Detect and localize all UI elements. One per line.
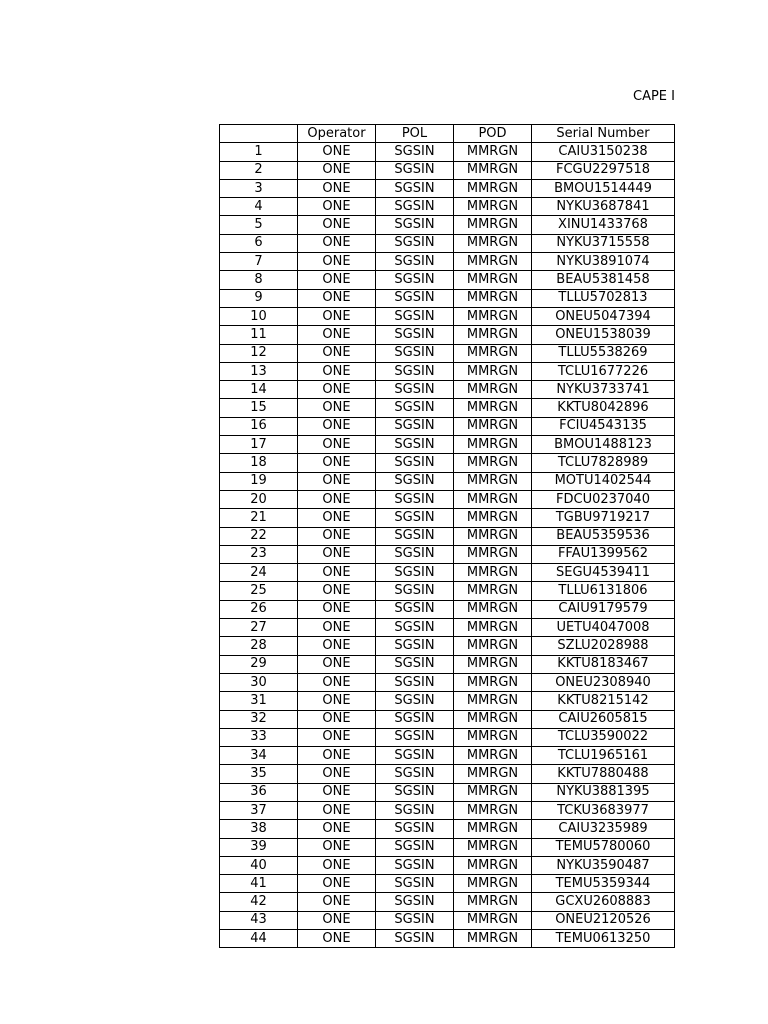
table-row: [220, 875, 675, 893]
table-body: [220, 143, 675, 948]
operator-cell: ONE: [298, 545, 376, 563]
operator-cell: ONE: [298, 289, 376, 307]
operator-cell: ONE: [298, 783, 376, 801]
column-header-operator: Operator: [298, 125, 376, 143]
row-index-cell: 12: [220, 344, 298, 362]
pod-cell: MMRGN: [454, 344, 532, 362]
serial-number-cell: ONEU2120526: [532, 911, 675, 929]
row-index-cell: 2: [220, 161, 298, 179]
operator-cell: ONE: [298, 454, 376, 472]
table-row: [220, 399, 675, 417]
serial-number-cell: FCIU4543135: [532, 417, 675, 435]
pod-cell: MMRGN: [454, 655, 532, 673]
table-row: [220, 838, 675, 856]
pol-cell: SGSIN: [376, 527, 454, 545]
pol-cell: SGSIN: [376, 893, 454, 911]
pol-cell: SGSIN: [376, 234, 454, 252]
row-index-cell: 8: [220, 271, 298, 289]
serial-number-cell: SZLU2028988: [532, 637, 675, 655]
table-row: [220, 930, 675, 948]
operator-cell: ONE: [298, 399, 376, 417]
pod-cell: MMRGN: [454, 856, 532, 874]
table-row: [220, 710, 675, 728]
pod-cell: MMRGN: [454, 801, 532, 819]
operator-cell: ONE: [298, 838, 376, 856]
row-index-cell: 37: [220, 801, 298, 819]
pol-cell: SGSIN: [376, 875, 454, 893]
pol-cell: SGSIN: [376, 619, 454, 637]
row-index-cell: 18: [220, 454, 298, 472]
row-index-cell: 3: [220, 179, 298, 197]
pod-cell: MMRGN: [454, 619, 532, 637]
operator-cell: ONE: [298, 216, 376, 234]
serial-number-cell: TCKU3683977: [532, 801, 675, 819]
operator-cell: ONE: [298, 490, 376, 508]
operator-cell: ONE: [298, 600, 376, 618]
serial-number-cell: TEMU5780060: [532, 838, 675, 856]
serial-number-cell: FCGU2297518: [532, 161, 675, 179]
serial-number-cell: XINU1433768: [532, 216, 675, 234]
table-row: [220, 436, 675, 454]
pol-cell: SGSIN: [376, 600, 454, 618]
pol-cell: SGSIN: [376, 216, 454, 234]
pol-cell: SGSIN: [376, 454, 454, 472]
row-index-cell: 19: [220, 472, 298, 490]
pol-cell: SGSIN: [376, 490, 454, 508]
serial-number-cell: NYKU3687841: [532, 198, 675, 216]
pod-cell: MMRGN: [454, 289, 532, 307]
pol-cell: SGSIN: [376, 179, 454, 197]
table-row: [220, 582, 675, 600]
row-index-cell: 32: [220, 710, 298, 728]
pol-cell: SGSIN: [376, 436, 454, 454]
pod-cell: MMRGN: [454, 216, 532, 234]
table-row: [220, 747, 675, 765]
column-header-pod: POD: [454, 125, 532, 143]
pol-cell: SGSIN: [376, 143, 454, 161]
pol-cell: SGSIN: [376, 655, 454, 673]
table-row: [220, 619, 675, 637]
row-index-cell: 1: [220, 143, 298, 161]
serial-number-cell: KKTU8042896: [532, 399, 675, 417]
serial-number-cell: NYKU3733741: [532, 381, 675, 399]
table-row: [220, 783, 675, 801]
pod-cell: MMRGN: [454, 527, 532, 545]
serial-number-cell: CAIU2605815: [532, 710, 675, 728]
pol-cell: SGSIN: [376, 637, 454, 655]
pod-cell: MMRGN: [454, 838, 532, 856]
pod-cell: MMRGN: [454, 326, 532, 344]
serial-number-cell: BMOU1514449: [532, 179, 675, 197]
pod-cell: MMRGN: [454, 930, 532, 948]
pol-cell: SGSIN: [376, 820, 454, 838]
table-row: [220, 198, 675, 216]
serial-number-cell: KKTU8215142: [532, 692, 675, 710]
serial-number-cell: BEAU5381458: [532, 271, 675, 289]
table-row: [220, 509, 675, 527]
pod-cell: MMRGN: [454, 747, 532, 765]
serial-number-cell: FFAU1399562: [532, 545, 675, 563]
pol-cell: SGSIN: [376, 417, 454, 435]
pol-cell: SGSIN: [376, 728, 454, 746]
row-index-cell: 31: [220, 692, 298, 710]
pod-cell: MMRGN: [454, 673, 532, 691]
row-index-cell: 42: [220, 893, 298, 911]
row-index-cell: 22: [220, 527, 298, 545]
row-index-cell: 36: [220, 783, 298, 801]
operator-cell: ONE: [298, 179, 376, 197]
row-index-cell: 26: [220, 600, 298, 618]
operator-cell: ONE: [298, 307, 376, 325]
document-header: CAPE I: [633, 89, 675, 104]
serial-number-cell: ONEU2308940: [532, 673, 675, 691]
operator-cell: ONE: [298, 436, 376, 454]
table-row: [220, 344, 675, 362]
serial-number-cell: ONEU1538039: [532, 326, 675, 344]
row-index-cell: 43: [220, 911, 298, 929]
row-index-cell: 16: [220, 417, 298, 435]
operator-cell: ONE: [298, 893, 376, 911]
table-row: [220, 381, 675, 399]
table-row: [220, 472, 675, 490]
operator-cell: ONE: [298, 673, 376, 691]
pod-cell: MMRGN: [454, 490, 532, 508]
operator-cell: ONE: [298, 856, 376, 874]
serial-number-cell: GCXU2608883: [532, 893, 675, 911]
table-row: [220, 692, 675, 710]
serial-number-cell: SEGU4539411: [532, 564, 675, 582]
container-table: [219, 124, 675, 948]
operator-cell: ONE: [298, 472, 376, 490]
pol-cell: SGSIN: [376, 472, 454, 490]
pod-cell: MMRGN: [454, 198, 532, 216]
pol-cell: SGSIN: [376, 381, 454, 399]
row-index-cell: 23: [220, 545, 298, 563]
pol-cell: SGSIN: [376, 509, 454, 527]
pod-cell: MMRGN: [454, 783, 532, 801]
table-row: [220, 765, 675, 783]
serial-number-cell: TEMU5359344: [532, 875, 675, 893]
row-index-cell: 29: [220, 655, 298, 673]
serial-number-cell: ONEU5047394: [532, 307, 675, 325]
operator-cell: ONE: [298, 747, 376, 765]
row-index-cell: 20: [220, 490, 298, 508]
pol-cell: SGSIN: [376, 673, 454, 691]
table-row: [220, 326, 675, 344]
operator-cell: ONE: [298, 344, 376, 362]
table-row: [220, 161, 675, 179]
pol-cell: SGSIN: [376, 161, 454, 179]
serial-number-cell: FDCU0237040: [532, 490, 675, 508]
operator-cell: ONE: [298, 417, 376, 435]
table-row: [220, 289, 675, 307]
column-header-serial-number: Serial Number: [532, 125, 675, 143]
row-index-cell: 35: [220, 765, 298, 783]
pod-cell: MMRGN: [454, 362, 532, 380]
pod-cell: MMRGN: [454, 582, 532, 600]
row-index-cell: 14: [220, 381, 298, 399]
column-header-pol: POL: [376, 125, 454, 143]
pol-cell: SGSIN: [376, 253, 454, 271]
operator-cell: ONE: [298, 801, 376, 819]
pol-cell: SGSIN: [376, 564, 454, 582]
pod-cell: MMRGN: [454, 820, 532, 838]
table-row: [220, 454, 675, 472]
row-index-cell: 25: [220, 582, 298, 600]
table-row: [220, 417, 675, 435]
pod-cell: MMRGN: [454, 692, 532, 710]
serial-number-cell: NYKU3881395: [532, 783, 675, 801]
pol-cell: SGSIN: [376, 747, 454, 765]
row-index-cell: 33: [220, 728, 298, 746]
row-index-cell: 10: [220, 307, 298, 325]
pod-cell: MMRGN: [454, 179, 532, 197]
pod-cell: MMRGN: [454, 545, 532, 563]
serial-number-cell: TCLU1965161: [532, 747, 675, 765]
pol-cell: SGSIN: [376, 289, 454, 307]
row-index-cell: 21: [220, 509, 298, 527]
serial-number-cell: NYKU3891074: [532, 253, 675, 271]
operator-cell: ONE: [298, 710, 376, 728]
operator-cell: ONE: [298, 253, 376, 271]
row-index-cell: 27: [220, 619, 298, 637]
operator-cell: ONE: [298, 692, 376, 710]
operator-cell: ONE: [298, 655, 376, 673]
pod-cell: MMRGN: [454, 307, 532, 325]
serial-number-cell: UETU4047008: [532, 619, 675, 637]
operator-cell: ONE: [298, 875, 376, 893]
operator-cell: ONE: [298, 527, 376, 545]
table-row: [220, 545, 675, 563]
serial-number-cell: KKTU7880488: [532, 765, 675, 783]
pol-cell: SGSIN: [376, 271, 454, 289]
table-row: [220, 216, 675, 234]
operator-cell: ONE: [298, 820, 376, 838]
pol-cell: SGSIN: [376, 582, 454, 600]
pod-cell: MMRGN: [454, 600, 532, 618]
row-index-cell: 11: [220, 326, 298, 344]
table-row: [220, 527, 675, 545]
serial-number-cell: CAIU9179579: [532, 600, 675, 618]
pod-cell: MMRGN: [454, 234, 532, 252]
pod-cell: MMRGN: [454, 381, 532, 399]
table-row: [220, 143, 675, 161]
pod-cell: MMRGN: [454, 253, 532, 271]
column-header-index: [220, 125, 298, 143]
row-index-cell: 24: [220, 564, 298, 582]
table-row: [220, 801, 675, 819]
serial-number-cell: NYKU3715558: [532, 234, 675, 252]
pol-cell: SGSIN: [376, 765, 454, 783]
table-row: [220, 271, 675, 289]
pod-cell: MMRGN: [454, 765, 532, 783]
table-row: [220, 179, 675, 197]
table-row: [220, 564, 675, 582]
table-row: [220, 673, 675, 691]
pol-cell: SGSIN: [376, 692, 454, 710]
pol-cell: SGSIN: [376, 344, 454, 362]
operator-cell: ONE: [298, 234, 376, 252]
pol-cell: SGSIN: [376, 911, 454, 929]
serial-number-cell: BEAU5359536: [532, 527, 675, 545]
operator-cell: ONE: [298, 582, 376, 600]
row-index-cell: 13: [220, 362, 298, 380]
row-index-cell: 39: [220, 838, 298, 856]
row-index-cell: 5: [220, 216, 298, 234]
pol-cell: SGSIN: [376, 198, 454, 216]
row-index-cell: 17: [220, 436, 298, 454]
pod-cell: MMRGN: [454, 564, 532, 582]
serial-number-cell: BMOU1488123: [532, 436, 675, 454]
pod-cell: MMRGN: [454, 472, 532, 490]
pol-cell: SGSIN: [376, 545, 454, 563]
operator-cell: ONE: [298, 911, 376, 929]
serial-number-cell: TCLU7828989: [532, 454, 675, 472]
pod-cell: MMRGN: [454, 417, 532, 435]
pod-cell: MMRGN: [454, 911, 532, 929]
table-row: [220, 911, 675, 929]
pol-cell: SGSIN: [376, 783, 454, 801]
operator-cell: ONE: [298, 326, 376, 344]
row-index-cell: 34: [220, 747, 298, 765]
row-index-cell: 44: [220, 930, 298, 948]
operator-cell: ONE: [298, 728, 376, 746]
pod-cell: MMRGN: [454, 509, 532, 527]
table-row: [220, 307, 675, 325]
pol-cell: SGSIN: [376, 838, 454, 856]
serial-number-cell: TCLU1677226: [532, 362, 675, 380]
serial-number-cell: TLLU5702813: [532, 289, 675, 307]
operator-cell: ONE: [298, 271, 376, 289]
table-row: [220, 490, 675, 508]
serial-number-cell: TLLU5538269: [532, 344, 675, 362]
table-row: [220, 362, 675, 380]
serial-number-cell: CAIU3235989: [532, 820, 675, 838]
pol-cell: SGSIN: [376, 930, 454, 948]
pol-cell: SGSIN: [376, 856, 454, 874]
operator-cell: ONE: [298, 198, 376, 216]
pod-cell: MMRGN: [454, 399, 532, 417]
table-row: [220, 600, 675, 618]
operator-cell: ONE: [298, 362, 376, 380]
row-index-cell: 30: [220, 673, 298, 691]
operator-cell: ONE: [298, 381, 376, 399]
pol-cell: SGSIN: [376, 399, 454, 417]
pod-cell: MMRGN: [454, 143, 532, 161]
pol-cell: SGSIN: [376, 710, 454, 728]
pol-cell: SGSIN: [376, 307, 454, 325]
table-row: [220, 253, 675, 271]
row-index-cell: 7: [220, 253, 298, 271]
serial-number-cell: TLLU6131806: [532, 582, 675, 600]
table-row: [220, 234, 675, 252]
table-row: [220, 856, 675, 874]
pod-cell: MMRGN: [454, 875, 532, 893]
pod-cell: MMRGN: [454, 161, 532, 179]
operator-cell: ONE: [298, 637, 376, 655]
pod-cell: MMRGN: [454, 637, 532, 655]
serial-number-cell: TCLU3590022: [532, 728, 675, 746]
table-row: [220, 728, 675, 746]
pol-cell: SGSIN: [376, 362, 454, 380]
row-index-cell: 6: [220, 234, 298, 252]
operator-cell: ONE: [298, 509, 376, 527]
pol-cell: SGSIN: [376, 801, 454, 819]
operator-cell: ONE: [298, 930, 376, 948]
row-index-cell: 9: [220, 289, 298, 307]
row-index-cell: 15: [220, 399, 298, 417]
serial-number-cell: TGBU9719217: [532, 509, 675, 527]
table-row: [220, 637, 675, 655]
serial-number-cell: NYKU3590487: [532, 856, 675, 874]
serial-number-cell: TEMU0613250: [532, 930, 675, 948]
table-row: [220, 820, 675, 838]
serial-number-cell: KKTU8183467: [532, 655, 675, 673]
row-index-cell: 28: [220, 637, 298, 655]
serial-number-cell: CAIU3150238: [532, 143, 675, 161]
pod-cell: MMRGN: [454, 271, 532, 289]
pod-cell: MMRGN: [454, 454, 532, 472]
serial-number-cell: MOTU1402544: [532, 472, 675, 490]
row-index-cell: 4: [220, 198, 298, 216]
row-index-cell: 41: [220, 875, 298, 893]
table-row: [220, 655, 675, 673]
operator-cell: ONE: [298, 564, 376, 582]
pod-cell: MMRGN: [454, 436, 532, 454]
operator-cell: ONE: [298, 619, 376, 637]
row-index-cell: 40: [220, 856, 298, 874]
pol-cell: SGSIN: [376, 326, 454, 344]
table-header-row: [220, 125, 675, 143]
operator-cell: ONE: [298, 143, 376, 161]
row-index-cell: 38: [220, 820, 298, 838]
pod-cell: MMRGN: [454, 710, 532, 728]
table-row: [220, 893, 675, 911]
pod-cell: MMRGN: [454, 728, 532, 746]
operator-cell: ONE: [298, 765, 376, 783]
operator-cell: ONE: [298, 161, 376, 179]
pod-cell: MMRGN: [454, 893, 532, 911]
